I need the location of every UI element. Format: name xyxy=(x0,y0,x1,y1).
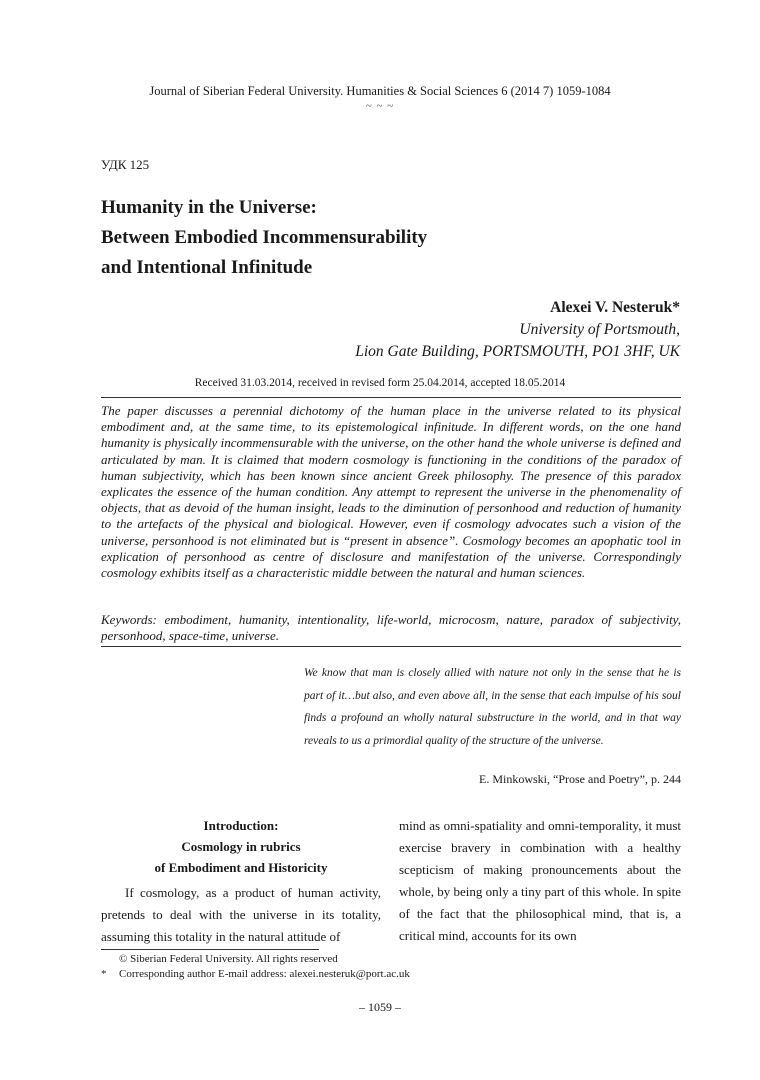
footnotes xyxy=(101,952,681,982)
author-block xyxy=(355,297,680,363)
udk-code: УДК 125 xyxy=(101,157,150,172)
footnote-rule xyxy=(101,949,319,950)
keywords: Keywords: embodiment, humanity, intentionality, life-world, microcosm, nature, paradox of subjectivity, personhood, space-time, universe. xyxy=(101,612,681,644)
section-heading xyxy=(101,815,381,878)
heading-line: Introduction: xyxy=(203,818,279,833)
left-column xyxy=(101,815,381,948)
footnote-copyright xyxy=(101,952,681,967)
heading-line: Cosmology in rubrics xyxy=(181,839,301,854)
title-line: and Intentional Infinitude xyxy=(101,257,313,278)
paper-title xyxy=(101,193,661,283)
journal-header: Journal of Siberian Federal University. Humanities & Social Sciences 6 (2014 7) 1059-1084 xyxy=(149,84,611,98)
heading-line: of Embodiment and Historicity xyxy=(154,860,328,875)
right-column xyxy=(399,815,681,947)
author-affiliation: University of Portsmouth, xyxy=(519,321,680,338)
author-name: Alexei V. Nesteruk* xyxy=(550,299,680,316)
body-paragraph: If cosmology, as a product of human activity, pretends to deal with the universe in its totality, assuming this totality in the natural attitude of xyxy=(101,885,381,944)
footnote-text: Corresponding author E-mail address: alexei.nesteruk@port.ac.uk xyxy=(119,968,410,980)
footnote-text: © Siberian Federal University. All rights reserved xyxy=(119,953,338,965)
header-ornament: ~ ~ ~ xyxy=(365,100,395,112)
keywords-bottom-rule xyxy=(101,646,681,647)
abstract: The paper discusses a perennial dichotomy of the human place in the universe related to its physical embodiment and, at the same time, to its epistemological infinitude. In different words, on the one hand humanity is physically incommensurable with the universe, on the other hand the whole universe is defined and articulated by man. It is claimed that modern cosmology is functioning in the conditions of the paradox of human subjectivity, which has been known since ancient Greek philosophy. The presence of this paradox explicates the essence of the human condition. Any attempt to represent the universe in the phenomenality of objects, that as devoid of the human insight, leads to the diminution of personhood and reduction of humanity to the artefacts of the physical and biological. However, even if cosmology advocates such a vision of the universe, personhood is not eliminated but is “present in absence”. Cosmology becomes an apophatic tool in explication of personhood as centre of disclosure and manifestation of the universe. Correspondingly cosmology exhibits itself as a characteristic middle between the natural and human sciences. xyxy=(101,403,681,581)
epigraph-quote: We know that man is closely allied with nature not only in the sense that he is part of it…but also, and even above all, in the sense that each impulse of his soul finds a profound an wholly natural substructure in the world, and in that way reveals to us a primordial quality of the structure of the universe. xyxy=(304,667,681,747)
page-number: – 1059 – xyxy=(359,1000,401,1014)
footnote-mark xyxy=(101,952,119,967)
footnote-corresponding xyxy=(101,967,681,982)
epigraph-source: E. Minkowski, “Prose and Poetry”, p. 244 xyxy=(479,772,681,786)
author-address: Lion Gate Building, PORTSMOUTH, PO1 3HF, UK xyxy=(355,343,680,360)
abstract-top-rule xyxy=(101,397,681,398)
title-line: Humanity in the Universe: xyxy=(101,197,317,218)
received-dates: Received 31.03.2014, received in revised form 25.04.2014, accepted 18.05.2014 xyxy=(194,377,566,389)
body-paragraph: mind as omni-spatiality and omni-temporality, it must exercise bravery in combination with a healthy scepticism of making pronouncements about the whole, by being only a tiny part of this whole. In spite of the fact that the philosophical mind, that is, a critical mind, accounts for its own xyxy=(399,818,681,943)
footnote-mark: * xyxy=(101,968,107,980)
title-line: Between Embodied Incommensurability xyxy=(101,227,428,248)
